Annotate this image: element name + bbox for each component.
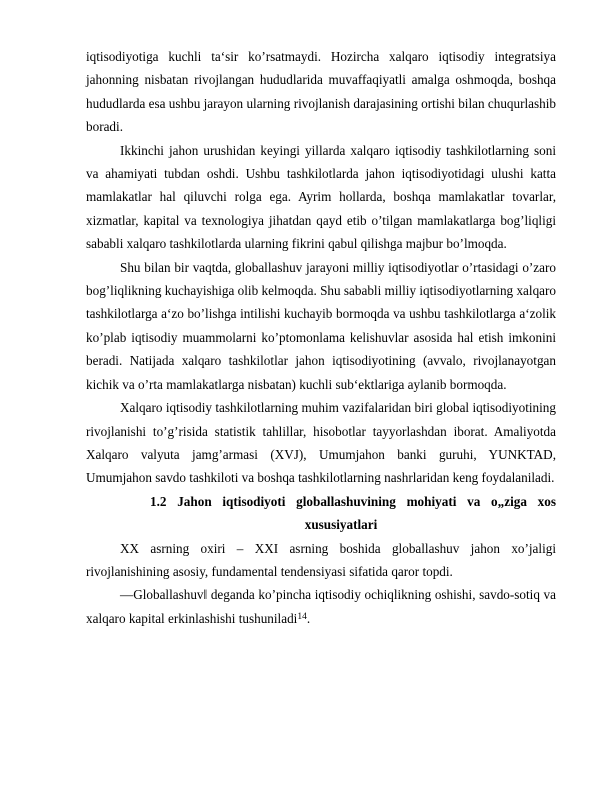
paragraph-1: iqtisodiyotiga kuchli ta‘sir ko’rsatmaydi. Hozircha xalqaro iqtisodiy integratsiya jahonning nisbatan rivojlangan hududlarida muvaffaqiyatli amalga oshmoqda, boshqa hududlarda esa ushbu jarayon ularning rivojlanish darajasining ortishi bilan chuqurlashib boradi.: [86, 49, 556, 135]
section-heading: [86, 490, 556, 537]
section-heading-line-1: 1.2 Jahon iqtisodiyoti globallashuvining mohiyati va o„ziga xos: [150, 493, 556, 509]
section-heading-line-2: xususiyatlari: [304, 517, 378, 533]
paragraph-4: Xalqaro iqtisodiy tashkilotlarning muhim vazifalaridan biri global iqtisodiyotining rivojlanishi to’g’risida statistik tahlillar, hisobotlar tayyorlashdan iborat. Amaliyotda Xalqaro valyuta jamg’armasi (XVJ), Umumjahon banki guruhi, YUNKTAD, Umumjahon savdo tashkiloti va boshqa tashkilotlarning nashrlaridan keng foydalaniladi.: [86, 400, 556, 486]
document-body: [86, 45, 556, 630]
paragraph-3: Shu bilan bir vaqtda, globallashuv jarayoni milliy iqtisodiyotlar o’rtasidagi o’zaro bog’liqlikning kuchayishiga olib kelmoqda. Shu sababli milliy iqtisodiyotlarning xalqaro tashkilotlarga a‘zo bo’lishga intilishi kuchayib bormoqda va ushbu tashkilotlarga a‘zolik ko’plab iqtisodiy muammolarni ko’ptomonlama kelishuvlar asosida hal etish imkonini beradi. Natijada xalqaro tashkilotlar jahon iqtisodiyotining (avvalo, rivojlanayotgan kichik va o’rta mamlakatlarga nisbatan) kuchli sub‘ektlariga aylanib bormoqda.: [86, 259, 556, 392]
paragraph-2: Ikkinchi jahon urushidan keyingi yillarda xalqaro iqtisodiy tashkilotlarning soni va ahamiyati tubdan oshdi. Ushbu tashkilotlarda jahon iqtisodiyotidagi ulushi katta mamlakatlar hal qiluvchi rolga ega. Ayrim hollarda, boshqa mamlakatlar tovarlar, xizmatlar, kapital va texnologiya jihatdan qayd etib o’tilgan mamlakatlarga bog’liqligi sababli xalqaro tashkilotlarda ularning fikrini qabul qilishga majbur bo’lmoqda.: [86, 142, 556, 252]
footnote-reference[interactable]: 14: [297, 611, 307, 622]
quote-paragraph: [86, 583, 556, 630]
quote-end: .: [306, 610, 311, 626]
quote-text: ―Globallashuv‖ deganda ko’pincha iqtisodiy ochiqlikning oshishi, savdo-sotiq va xalqaro kapital erkinlashishi tushuniladi: [86, 587, 556, 626]
paragraph-5: XX asrning oxiri – XXI asrning boshida globallashuv jahon xo’jaligi rivojlanishining asosiy, fundamental tendensiyasi sifatida qaror topdi.: [86, 540, 556, 579]
